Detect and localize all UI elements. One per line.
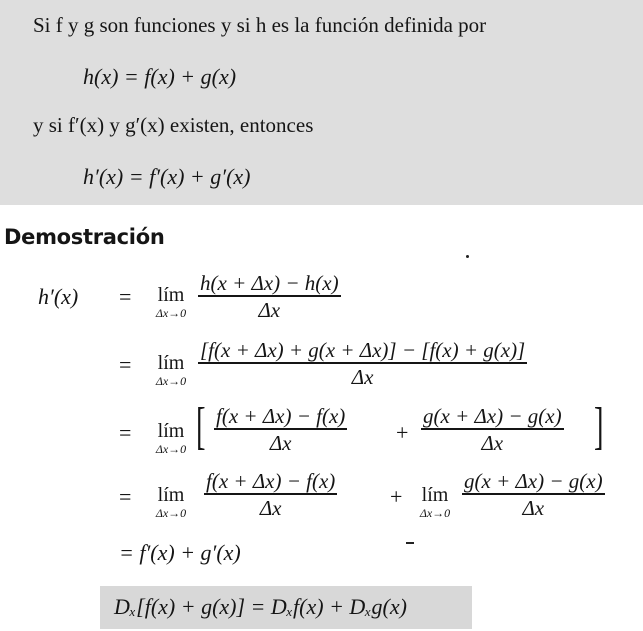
- limit-operator: [146, 352, 196, 388]
- limit-subscript: Δx→0: [155, 442, 187, 456]
- theorem-equation-hprime: h′(x) = f′(x) + g′(x): [83, 164, 251, 189]
- limit-label: lím: [157, 284, 185, 306]
- denominator: Δx: [269, 430, 292, 455]
- fraction-step3-right: [421, 404, 564, 456]
- fraction-step4-left: [204, 469, 337, 521]
- denominator: Δx: [522, 495, 545, 520]
- limit-label: lím: [157, 484, 185, 506]
- theorem-condition: y si f′(x) y g′(x) existen, entonces: [33, 113, 314, 137]
- limit-label: lím: [157, 420, 185, 442]
- fraction-step4-right: [462, 469, 605, 521]
- plus-sign: +: [396, 420, 409, 445]
- equals-sign: =: [119, 420, 132, 445]
- theorem-equation-h: h(x) = f(x) + g(x): [83, 64, 237, 89]
- limit-operator: [146, 284, 196, 320]
- limit-operator: [410, 484, 460, 520]
- theorem-intro: Si f y g son funciones y si h es la función definida por: [33, 13, 487, 37]
- print-speck: [406, 542, 414, 544]
- numerator: g(x + Δx) − g(x): [464, 469, 603, 493]
- right-bracket-icon: ]: [594, 398, 604, 455]
- limit-label: lím: [157, 352, 185, 374]
- numerator: [f(x + Δx) + g(x + Δx)] − [f(x) + g(x)]: [200, 338, 526, 362]
- denominator: Δx: [351, 364, 374, 389]
- numerator: h(x + Δx) − h(x): [200, 271, 339, 295]
- denominator: Δx: [481, 430, 504, 455]
- limit-subscript: Δx→0: [419, 506, 451, 520]
- fraction-step3-left: [214, 404, 347, 456]
- equals-sign: =: [119, 284, 132, 309]
- fraction-step1: [198, 271, 341, 323]
- proof-conclusion: = f′(x) + g′(x): [119, 540, 241, 565]
- numerator: f(x + Δx) − f(x): [216, 404, 346, 428]
- limit-subscript: Δx→0: [155, 306, 187, 320]
- numerator: f(x + Δx) − f(x): [206, 469, 336, 493]
- limit-label: lím: [421, 484, 449, 506]
- left-bracket-icon: [: [196, 398, 206, 455]
- equals-sign: =: [119, 484, 132, 509]
- limit-subscript: Δx→0: [155, 506, 187, 520]
- denominator: Δx: [258, 297, 281, 322]
- denominator: Δx: [259, 495, 282, 520]
- limit-subscript: Δx→0: [155, 374, 187, 388]
- limit-operator: [146, 484, 196, 520]
- plus-sign: +: [390, 484, 403, 509]
- limit-operator: [146, 420, 196, 456]
- proof-heading: Demostración: [4, 225, 165, 249]
- proof-lhs: h′(x): [38, 284, 79, 309]
- equals-sign: =: [119, 352, 132, 377]
- fraction-step2: [198, 338, 527, 390]
- numerator: g(x + Δx) − g(x): [423, 404, 562, 428]
- derivative-sum-rule: Dₓ[f(x) + g(x)] = Dₓf(x) + Dₓg(x): [114, 594, 407, 619]
- print-speck: [466, 255, 469, 258]
